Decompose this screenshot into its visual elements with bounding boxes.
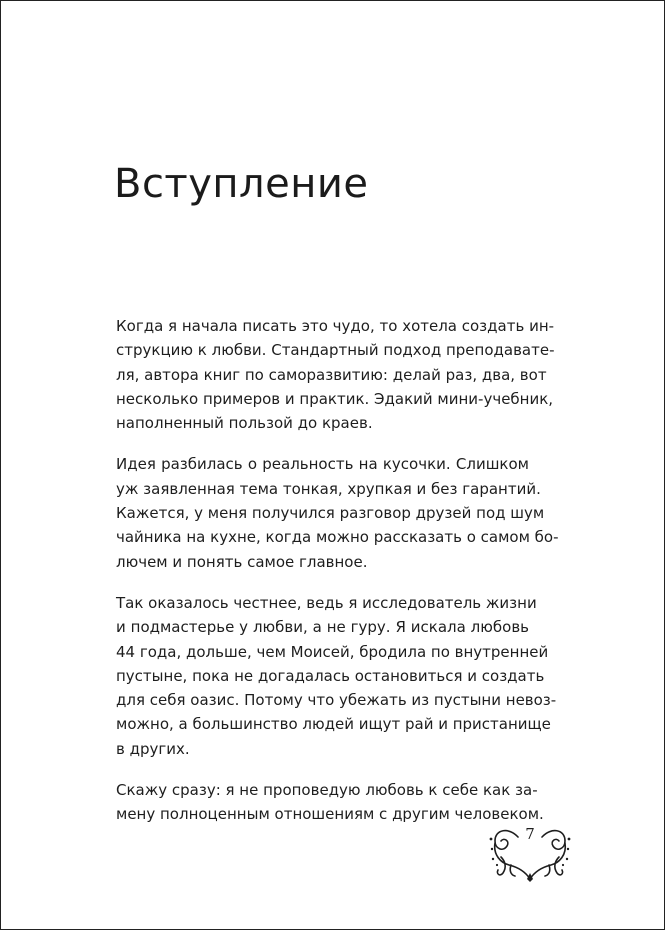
text-line: лючем и понять самое главное. — [116, 552, 368, 571]
text-line: можно, а большинство людей ищут рай и пристанище — [116, 715, 551, 734]
text-line: в других. — [116, 739, 190, 758]
text-line: Так оказалось честнее, ведь я исследователь жизни — [116, 593, 537, 612]
text-line: Идея разбилась о реальность на кусочки. Слишком — [116, 455, 529, 474]
page-number: 7 — [525, 825, 535, 843]
page-ornament — [487, 821, 573, 883]
text-line: пустыне, пока не догадалась остановиться и создать — [116, 666, 545, 685]
text-line: и подмастерье у любви, а не гуру. Я искала любовь — [116, 618, 529, 637]
text-line: ля, автора книг по саморазвитию: делай раз, два, вот — [116, 365, 547, 384]
paragraph — [116, 314, 555, 435]
text-line: наполненный пользой до краев. — [116, 414, 373, 433]
paragraph — [116, 452, 559, 573]
text-line: 44 года, дольше, чем Моисей, бродила по внутренней — [116, 642, 549, 661]
text-line: чайника на кухне, когда можно рассказать о самом бо- — [116, 528, 559, 547]
text-line: уж заявленная тема тонкая, хрупкая и без гарантий. — [116, 479, 541, 498]
body-text — [116, 314, 559, 844]
text-line: Кажется, у меня получился разговор друзей под шум — [116, 504, 545, 523]
text-line: для себя оазис. Потому что убежать из пустыни невоз- — [116, 691, 557, 710]
text-line: струкцию к любви. Стандартный подход преподавате- — [116, 341, 555, 360]
paragraph — [116, 778, 544, 827]
chapter-title: Вступление — [114, 161, 369, 207]
paragraph — [116, 591, 557, 761]
text-line: мену полноценным отношениям с другим человеком. — [116, 805, 544, 824]
text-line: несколько примеров и практик. Эдакий мини-учебник, — [116, 389, 554, 408]
text-line: Скажу сразу: я не проповедую любовь к себе как за- — [116, 781, 538, 800]
text-line: Когда я начала писать это чудо, то хотела создать ин- — [116, 317, 555, 335]
